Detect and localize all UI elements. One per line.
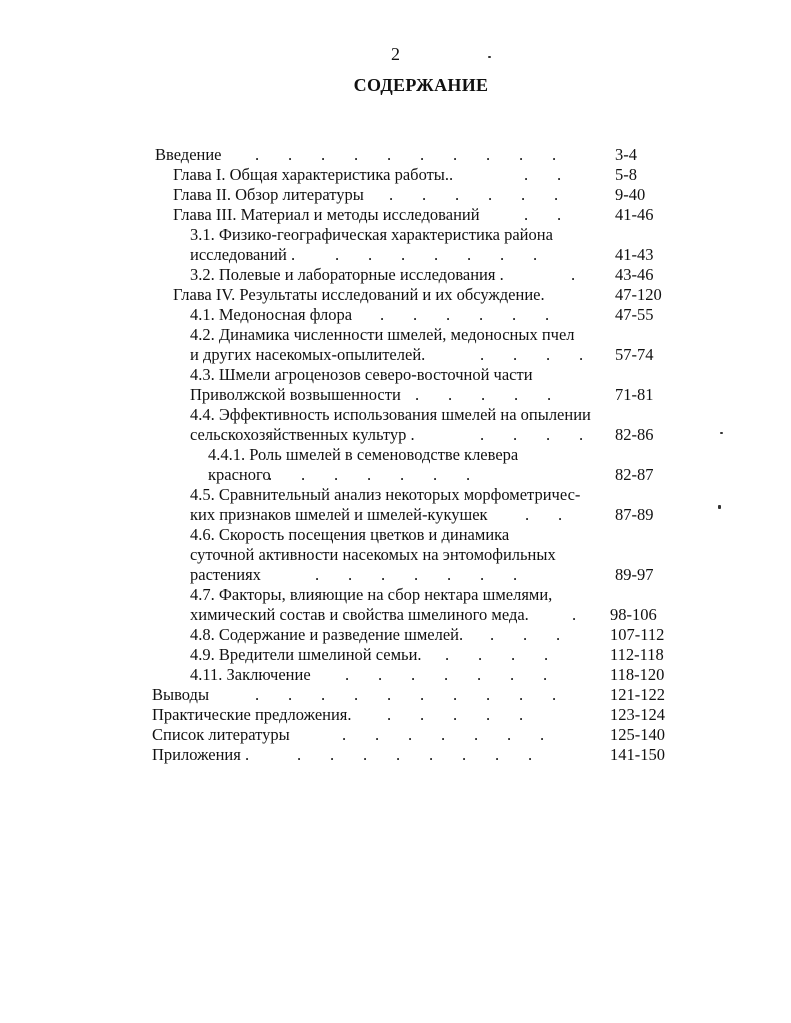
toc-entry-pages: 107-112	[610, 625, 665, 644]
toc-leader-dots: . . . .	[480, 425, 584, 444]
toc-entry-text: Глава IV. Результаты исследований и их обсуждение.	[173, 285, 545, 304]
toc-entry-pages: 47-120	[615, 285, 662, 304]
toc-entry-chapter-3[interactable]	[173, 205, 675, 225]
toc-leader-dots: .	[572, 605, 577, 624]
toc-leader-dots: . . . . . .	[380, 305, 550, 324]
toc-entry-introduction[interactable]	[155, 145, 675, 165]
toc-entry-text: Практические предложения.	[152, 705, 352, 724]
toc-entry-text: 4.1. Медоносная флора	[190, 305, 353, 324]
toc-leader-dots: . . .	[490, 625, 561, 644]
toc-entry-text: Введение	[155, 145, 222, 164]
toc-leader-dots: . . . . . . .	[315, 565, 518, 584]
toc-entry-text: 3.2. Полевые и лабораторные исследования .	[190, 265, 504, 284]
toc-entry-text: 4.9. Вредители шмелиной семьи.	[190, 645, 422, 664]
toc-leader-dots: . . . . . . .	[345, 665, 548, 684]
toc-entry-text: 4.4. Эффективность использования шмелей на опылении	[190, 405, 591, 424]
toc-entry-pages: 5-8	[615, 165, 637, 184]
toc-leader-dots: . . . . . . . . . .	[255, 145, 557, 164]
toc-leader-dots: . . . .	[445, 645, 549, 664]
toc-entry-text: 4.3. Шмели агроценозов северо-восточной части	[190, 365, 533, 384]
toc-entry-text: 4.11. Заключение	[190, 665, 311, 684]
toc-entry-chapter-4[interactable]	[173, 285, 675, 305]
toc-entry-4-9[interactable]	[190, 645, 675, 665]
toc-leader-dots: . . . . . .	[389, 185, 559, 204]
toc-entry-pages: 41-43	[615, 245, 654, 264]
toc-entry-appendices[interactable]	[152, 745, 675, 765]
toc-entry-text: 4.8. Содержание и разведение шмелей.	[190, 625, 464, 644]
toc-entry-pages: 89-97	[615, 565, 654, 584]
toc-entry-text: Приволжской возвышенности	[190, 385, 401, 404]
toc-entry-pages: 125-140	[610, 725, 665, 744]
toc-entry-chapter-1[interactable]	[173, 165, 675, 185]
toc-entry-text: 4.5. Сравнительный анализ некоторых морфометричес-	[190, 485, 581, 504]
toc-entry-4-1[interactable]	[190, 305, 675, 325]
toc-entry-4-2-cont[interactable]	[190, 345, 675, 365]
toc-leader-dots: . .	[525, 505, 563, 524]
toc-entry-pages: 3-4	[615, 145, 637, 164]
toc-entry-text: ких признаков шмелей и шмелей-кукушек	[190, 505, 488, 524]
toc-entry-pages: 118-120	[610, 665, 665, 684]
toc-entry-pages: 71-81	[615, 385, 654, 404]
toc-entry-text: химический состав и свойства шмелиного меда.	[190, 605, 529, 624]
toc-entry-text: и других насекомых-опылителей.	[190, 345, 426, 364]
toc-entry-4-2[interactable]	[190, 325, 675, 345]
toc-entry-4-8[interactable]	[190, 625, 675, 645]
toc-entry-text: сельскохозяйственных культур .	[190, 425, 415, 444]
toc-entry-3-1[interactable]	[190, 225, 675, 245]
toc-leader-dots: . . . . . . .	[335, 245, 538, 264]
toc-entry-text: Выводы	[152, 685, 210, 704]
toc-entry-4-4-1-cont[interactable]	[208, 465, 675, 485]
toc-leader-dots: . .	[524, 205, 562, 224]
toc-entry-4-4-cont[interactable]	[190, 425, 675, 445]
toc-entry-4-5-cont[interactable]	[190, 505, 675, 525]
toc-entry-text: исследований .	[190, 245, 296, 264]
toc-entry-text: 4.2. Динамика численности шмелей, медоносных пчел	[190, 325, 575, 344]
toc-entry-4-11[interactable]	[190, 665, 675, 685]
toc-entry-pages: 112-118	[610, 645, 664, 664]
toc-entry-text: 4.7. Факторы, влияющие на сбор нектара шмелями,	[190, 585, 553, 604]
toc-entry-text: Глава II. Обзор литературы	[173, 185, 364, 204]
toc-entry-text: Приложения .	[152, 745, 250, 764]
toc-entry-pages: 43-46	[615, 265, 654, 284]
toc-entry-text: Список литературы	[152, 725, 290, 744]
toc-entry-recommendations[interactable]	[152, 705, 675, 725]
toc-entry-3-2[interactable]	[190, 265, 675, 285]
page-title: СОДЕРЖАНИЕ	[353, 75, 489, 95]
toc-entry-conclusions[interactable]	[152, 685, 675, 705]
toc-entry-pages: 9-40	[615, 185, 646, 204]
toc-entry-pages: 82-87	[615, 465, 654, 484]
scan-speck	[718, 505, 721, 509]
toc-entry-4-6-cont2[interactable]	[190, 565, 675, 585]
toc-entry-pages: 57-74	[615, 345, 654, 364]
toc-leader-dots: . . . .	[480, 345, 584, 364]
toc-leader-dots: . . . . .	[387, 705, 524, 724]
page-number: 2	[391, 44, 400, 64]
toc-entry-text: 3.1. Физико-географическая характеристика района	[190, 225, 553, 244]
toc-entry-pages: 41-46	[615, 205, 654, 224]
toc-entry-text: растениях	[190, 565, 261, 584]
toc-entry-4-6[interactable]	[190, 525, 675, 545]
scan-speck	[488, 56, 491, 58]
toc-entry-4-7[interactable]	[190, 585, 675, 605]
toc-leader-dots: . .	[524, 165, 562, 184]
toc-entry-4-6-cont[interactable]	[190, 545, 675, 565]
toc-entry-pages: 98-106	[610, 605, 657, 624]
toc-entry-4-5[interactable]	[190, 485, 675, 505]
toc-entry-4-7-cont[interactable]	[190, 605, 675, 625]
toc-entry-text: 4.6. Скорость посещения цветков и динамика	[190, 525, 510, 544]
toc-entry-3-1-cont[interactable]	[190, 245, 675, 265]
toc-entry-4-4[interactable]	[190, 405, 675, 425]
toc-entry-pages: 47-55	[615, 305, 654, 324]
toc-leader-dots: . . . . . . . .	[297, 745, 533, 764]
toc-entry-4-4-1[interactable]	[208, 445, 675, 465]
toc-entry-references[interactable]	[152, 725, 675, 745]
toc-entry-text: красного	[208, 465, 271, 484]
toc-entry-text: Глава I. Общая характеристика работы..	[173, 165, 454, 184]
toc-entry-text: суточной активности насекомых на энтомофильных	[190, 545, 556, 564]
scan-speck	[720, 432, 723, 434]
toc-entry-pages: 87-89	[615, 505, 654, 524]
toc-entry-4-3[interactable]	[190, 365, 675, 385]
toc-leader-dots: . . . . . . .	[342, 725, 545, 744]
toc-entry-text: 4.4.1. Роль шмелей в семеноводстве клевера	[208, 445, 519, 464]
toc-leader-dots: . . . . .	[415, 385, 552, 404]
toc-entry-pages: 141-150	[610, 745, 665, 764]
toc-entry-4-3-cont[interactable]	[190, 385, 675, 405]
toc-entry-text: Глава III. Материал и методы исследований	[173, 205, 480, 224]
toc-leader-dots: .	[571, 265, 576, 284]
toc-entry-pages: 82-86	[615, 425, 654, 444]
toc-entry-pages: 121-122	[610, 685, 665, 704]
toc-entry-chapter-2[interactable]	[173, 185, 675, 205]
toc-leader-dots: . . . . . . .	[268, 465, 471, 484]
toc-entry-pages: 123-124	[610, 705, 665, 724]
toc-leader-dots: . . . . . . . . . .	[255, 685, 557, 704]
